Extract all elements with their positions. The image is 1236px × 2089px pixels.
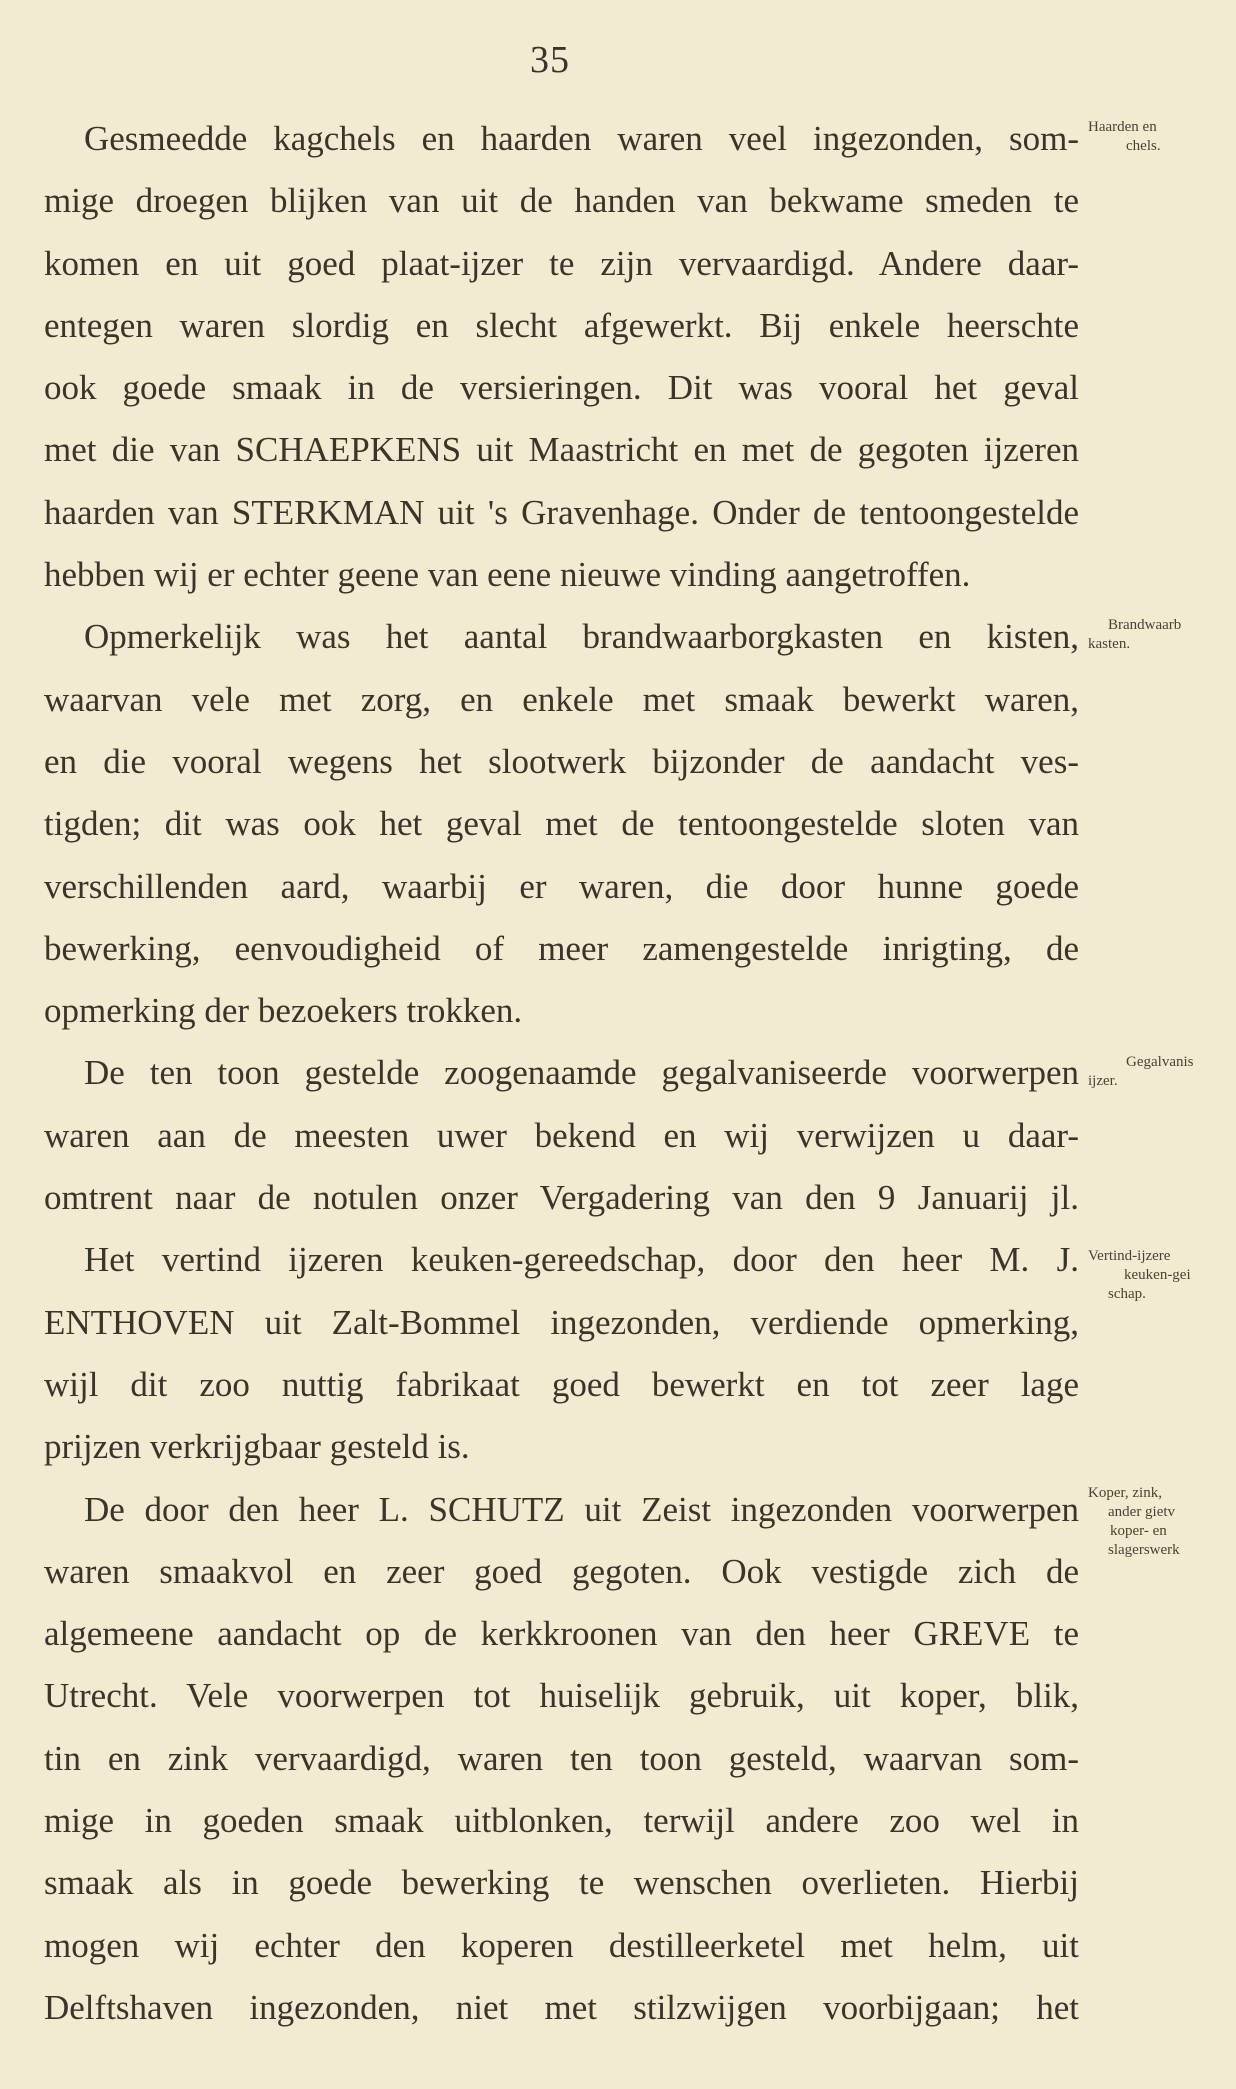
text-line: tigden; dit was ook het geval met de tentoongestelde sloten van — [44, 804, 1079, 844]
text-line: mige droegen blijken van uit de handen van bekwame smeden te — [44, 181, 1079, 221]
text-line: haarden van STERKMAN uit 's Gravenhage. Onder de tentoongestelde — [44, 492, 1079, 532]
margin-note-line: kasten. — [1088, 636, 1131, 652]
text-line: Het vertind ijzeren keuken-gereedschap, door den heer M. J. — [84, 1240, 1079, 1280]
margin-note — [1088, 1053, 1236, 1091]
margin-note-line: Vertind-ijzere — [1088, 1248, 1171, 1264]
text-line: waarvan vele met zorg, en enkele met smaak bewerkt waren, — [44, 679, 1079, 719]
margin-note-line: Brandwaarb — [1108, 617, 1182, 633]
margin-note — [1088, 1247, 1236, 1304]
text-line: algemeene aandacht op de kerkkroonen van den heer GREVE te — [44, 1614, 1079, 1654]
margin-note-line: Gegalvanis — [1126, 1054, 1194, 1070]
text-line: De door den heer L. SCHUTZ uit Zeist ingezonden voorwerpen — [84, 1489, 1079, 1529]
text-line: hebben wij er echter geene van eene nieuwe vinding aangetroffen. — [44, 555, 971, 595]
margin-note-line: ander gietv — [1108, 1504, 1176, 1520]
margin-note — [1088, 616, 1236, 654]
text-line: ENTHOVEN uit Zalt-Bommel ingezonden, verdiende opmerking, — [44, 1302, 1079, 1342]
text-line: opmerking der bezoekers trokken. — [44, 991, 523, 1031]
text-line: mogen wij echter den koperen destilleerketel met helm, uit — [44, 1925, 1079, 1965]
text-line: entegen waren slordig en slecht afgewerkt. Bij enkele heerschte — [44, 305, 1079, 345]
margin-note-line: koper- en — [1110, 1523, 1167, 1539]
margin-note-line: keuken-gei — [1124, 1267, 1191, 1283]
margin-note-line: ijzer. — [1088, 1073, 1118, 1089]
text-line: met die van SCHAEPKENS uit Maastricht en met de gegoten ijzeren — [44, 430, 1079, 470]
margin-note-line: Haarden en — [1088, 119, 1157, 135]
margin-note — [1088, 1484, 1236, 1560]
text-line: smaak als in goede bewerking te wenschen overlieten. Hierbij — [44, 1863, 1079, 1903]
text-line: verschillenden aard, waarbij er waren, die door hunne goede — [44, 866, 1079, 906]
text-line: Utrecht. Vele voorwerpen tot huiselijk gebruik, uit koper, blik, — [44, 1676, 1079, 1716]
margin-note-line: schap. — [1108, 1286, 1146, 1302]
text-line: Gesmeedde kagchels en haarden waren veel ingezonden, som- — [84, 119, 1079, 158]
text-line: tin en zink vervaardigd, waren ten toon gesteld, waarvan som- — [44, 1738, 1079, 1778]
text-line: omtrent naar de notulen onzer Vergadering van den 9 Januarij jl. — [44, 1178, 1079, 1218]
page-number: 35 — [530, 39, 570, 81]
text-line: Opmerkelijk was het aantal brandwaarborgkasten en kisten, — [84, 617, 1079, 657]
text-line: komen en uit goed plaat-ijzer te zijn vervaardigd. Andere daar- — [44, 243, 1079, 283]
text-line: ook goede smaak in de versieringen. Dit was vooral het geval — [44, 368, 1079, 408]
text-line: mige in goeden smaak uitblonken, terwijl andere zoo wel in — [44, 1801, 1079, 1841]
margin-note-line: slagerswerk — [1108, 1542, 1180, 1558]
text-line: prijzen verkrijgbaar gesteld is. — [44, 1427, 470, 1467]
body-text — [44, 108, 1079, 2039]
text-line: en die vooral wegens het slootwerk bijzonder de aandacht ves- — [44, 741, 1079, 781]
text-line: waren smaakvol en zeer goed gegoten. Ook vestigde zich de — [44, 1551, 1079, 1591]
text-line: wijl dit zoo nuttig fabrikaat goed bewerkt en tot zeer lage — [44, 1364, 1079, 1404]
margin-note-line: chels. — [1126, 138, 1161, 154]
margin-note — [1088, 118, 1236, 156]
margin-note-line: Koper, zink, — [1088, 1485, 1162, 1501]
text-line: waren aan de meesten uwer bekend en wij verwijzen u daar- — [44, 1115, 1079, 1155]
text-line: Delftshaven ingezonden, niet met stilzwijgen voorbijgaan; het — [44, 1987, 1079, 2027]
text-line: bewerking, eenvoudigheid of meer zamengestelde inrigting, de — [44, 928, 1079, 968]
text-line: De ten toon gestelde zoogenaamde gegalvaniseerde voorwerpen — [84, 1053, 1079, 1093]
